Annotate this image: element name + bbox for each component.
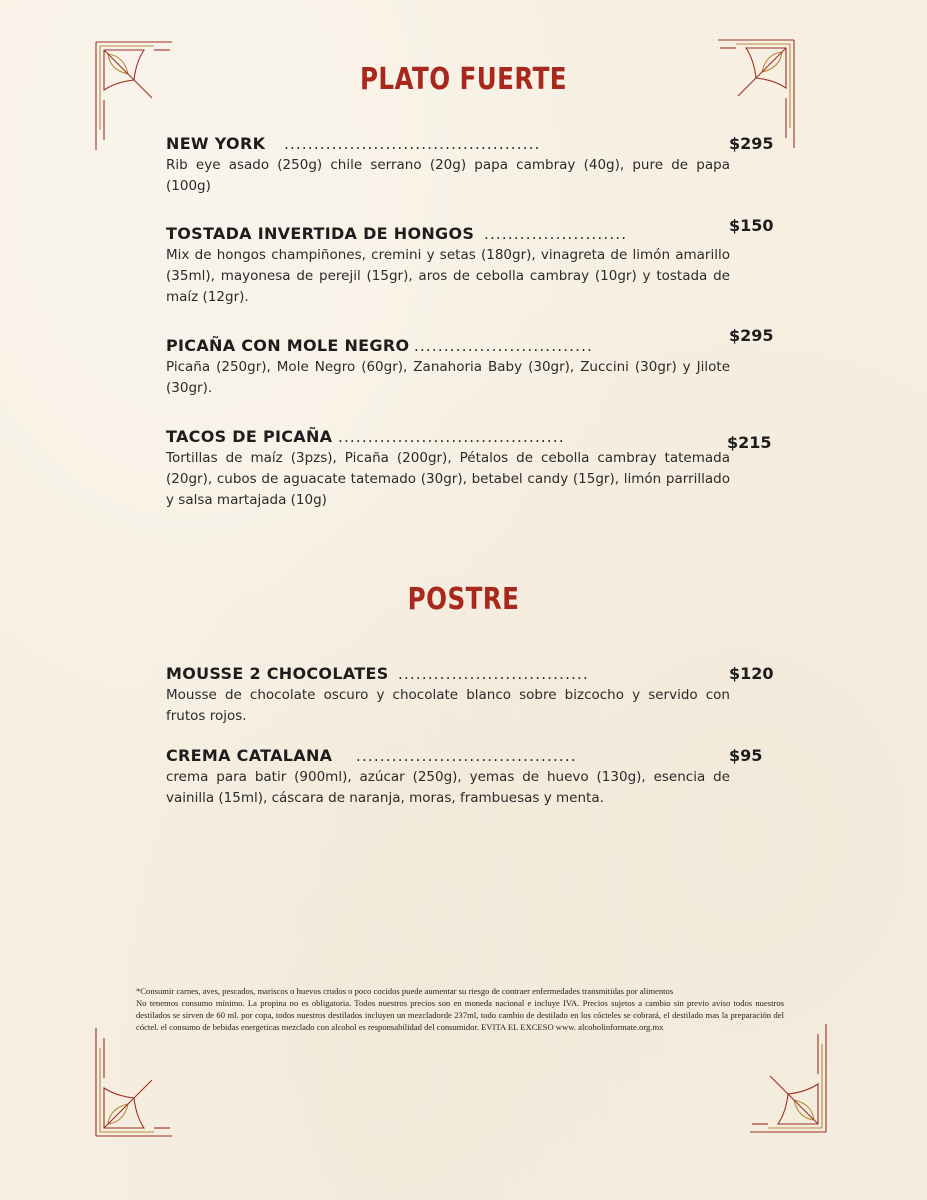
dot-leader: ................................ [398, 665, 589, 683]
menu-item-description: Picaña (250gr), Mole Negro (60gr), Zanahoria Baby (30gr), Zuccini (30gr) y Jilote (30gr). [166, 359, 730, 396]
menu-item-price: $215 [727, 433, 772, 452]
menu-item-header [166, 426, 776, 452]
menu-item-price: $295 [729, 134, 774, 153]
menu-item-price: $150 [729, 216, 774, 235]
menu-item-name: CREMA CATALANA [166, 746, 333, 765]
menu-item-name: PICAÑA CON MOLE NEGRO [166, 336, 410, 355]
menu-item-description: Mousse de chocolate oscuro y chocolate blanco sobre bizcocho y servido con frutos rojos. [166, 687, 730, 724]
menu-item-crema-catalana [166, 745, 776, 809]
menu-item-description: Rib eye asado (250g) chile serrano (20g) papa cambray (40g), pure de papa (100g) [166, 157, 730, 194]
menu-item-name: TOSTADA INVERTIDA DE HONGOS [166, 224, 475, 243]
menu-item-header [166, 326, 776, 357]
menu-item-name: TACOS DE PICAÑA [166, 427, 333, 446]
dot-leader: ..................................... [356, 747, 577, 765]
menu-item-header [166, 216, 776, 245]
footnote-policy: No tenemos consumo mínimo. La propina no es obligatoria. Todos nuestros precios son en moneda nacional e incluye IVA. Precios sujetos a cambio sin previo aviso todos nuestros destilados se sirven de 60 ml. por copa, todos nuestros destilados incluyen un mezcladorde 237ml, todo cambio de destilado en los cócteles se cobrará, el destilado mas la preparación del cóctel. el consumo de bebidas energeticas mezclado con alcohol es responsabilidad del consumidor. EVITA EL EXCESO www. alcoholinformate.org.mx [136, 998, 784, 1032]
section-title-plato-fuerte: PLATO FUERTE [359, 62, 568, 97]
dot-leader: ........................ [484, 225, 628, 243]
corner-ornament-bottom-right [748, 1022, 828, 1134]
menu-item-tostada-invertida [166, 216, 776, 308]
menu-item-price: $295 [729, 326, 774, 345]
menu-item-description: Tortillas de maíz (3pzs), Picaña (200gr), Pétalos de cebolla cambray tatemada (20gr), cubos de aguacate tatemado (30gr), betabel candy (15gr), limón parrillado y salsa martajada (10g) [166, 450, 730, 508]
menu-item-description: Mix de hongos champiñones, cremini y setas (180gr), vinagreta de limón amarillo (35ml), mayonesa de perejil (15gr), aros de cebolla cambray (10gr) y tostada de maíz (12gr). [166, 247, 730, 305]
menu-item-mousse [166, 663, 776, 727]
menu-item-header [166, 133, 776, 155]
menu-item-new-york [166, 133, 776, 197]
legal-footnote [136, 985, 784, 1033]
menu-item-price: $120 [729, 664, 774, 683]
menu-item-tacos-picana [166, 426, 776, 511]
menu-item-header [166, 663, 776, 685]
menu-item-price: $95 [729, 746, 763, 765]
menu-item-description: crema para batir (900ml), azúcar (250g), yemas de huevo (130g), esencia de vainilla (15ml), cáscara de naranja, moras, frambuesas y menta. [166, 769, 730, 806]
menu-item-header [166, 745, 776, 767]
dot-leader: ........................................... [284, 135, 541, 153]
menu-item-name: NEW YORK [166, 134, 266, 153]
dot-leader: .............................. [414, 337, 594, 355]
menu-item-name: MOUSSE 2 CHOCOLATES [166, 664, 389, 683]
section-title-postre: POSTRE [407, 582, 520, 617]
dot-leader: ...................................... [338, 428, 565, 446]
footnote-health-warning: *Consumir carnes, aves, pescados, mariscos o huevos crudos o poco cocidos puede aumentar su riesgo de contraer enfermedades transmitidas por alimentos [136, 986, 674, 996]
menu-item-picana-mole [166, 326, 776, 399]
corner-ornament-bottom-left [94, 1026, 174, 1138]
